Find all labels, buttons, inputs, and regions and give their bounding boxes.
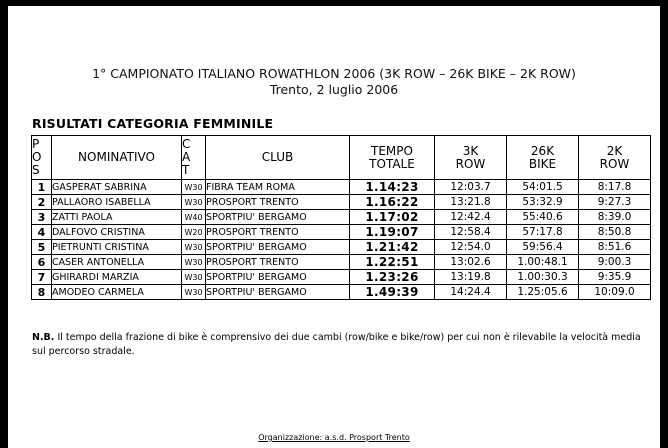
row-26k-bike: 53:32.9 xyxy=(507,195,579,210)
header-3k-row-line: ROW xyxy=(455,156,486,171)
table-row xyxy=(32,255,651,270)
row-tempo: 1.23:26 xyxy=(350,270,435,285)
header-26k-bike xyxy=(507,136,579,180)
row-name: DALFOVO CRISTINA xyxy=(52,225,182,240)
row-26k-bike: 1.00:48.1 xyxy=(507,255,579,270)
note-label: N.B. xyxy=(32,332,55,343)
row-pos: 1 xyxy=(32,180,52,195)
row-26k-bike: 1.00:30.3 xyxy=(507,270,579,285)
header-cat xyxy=(182,136,206,180)
row-tempo: 1.22:51 xyxy=(350,255,435,270)
header-3k-row-line: 3K xyxy=(462,143,479,158)
row-pos: 5 xyxy=(32,240,52,255)
note-text: Il tempo della frazione di bike è comprensivo dei due cambi (row/bike e bike/row) per cui non è rilevabile la velocità media sul percorso stradale. xyxy=(32,332,641,357)
row-club: PROSPORT TRENTO xyxy=(206,195,350,210)
header-tempo xyxy=(350,136,435,180)
row-pos: 6 xyxy=(32,255,52,270)
row-name: AMODEO CARMELA xyxy=(52,285,182,300)
header-row xyxy=(32,136,651,180)
header-name: NOMINATIVO xyxy=(52,136,182,180)
row-3k-row: 14:24.4 xyxy=(435,285,507,300)
footer-organizer: Organizzazione: a.s.d. Prosport Trento xyxy=(258,433,410,442)
row-tempo: 1.19:07 xyxy=(350,225,435,240)
row-club: FIBRA TEAM ROMA xyxy=(206,180,350,195)
row-name: PALLAORO ISABELLA xyxy=(52,195,182,210)
results-table xyxy=(31,135,651,300)
row-26k-bike: 1.25:05.6 xyxy=(507,285,579,300)
row-cat: W20 xyxy=(182,225,206,240)
header-cat-line: C xyxy=(182,137,191,151)
table-row xyxy=(32,195,651,210)
row-club: SPORTPIU' BERGAMO xyxy=(206,210,350,225)
header-cat-line: A xyxy=(182,150,191,164)
header-tempo-line: TOTALE xyxy=(369,156,415,171)
row-2k-row: 8:51.6 xyxy=(579,240,651,255)
header-pos-line: O xyxy=(32,150,42,164)
document-page xyxy=(8,6,660,448)
row-pos: 2 xyxy=(32,195,52,210)
header-26k-bike-line: BIKE xyxy=(528,156,557,171)
row-pos: 8 xyxy=(32,285,52,300)
header-2k-row-line: 2K xyxy=(606,143,623,158)
row-26k-bike: 55:40.6 xyxy=(507,210,579,225)
row-2k-row: 8:17.8 xyxy=(579,180,651,195)
row-cat: W30 xyxy=(182,270,206,285)
header-26k-bike-line: 26K xyxy=(530,143,555,158)
row-3k-row: 12:58.4 xyxy=(435,225,507,240)
row-2k-row: 9:27.3 xyxy=(579,195,651,210)
note xyxy=(32,331,642,359)
row-name: ZATTI PAOLA xyxy=(52,210,182,225)
row-26k-bike: 59:56.4 xyxy=(507,240,579,255)
row-26k-bike: 54:01.5 xyxy=(507,180,579,195)
table-row xyxy=(32,240,651,255)
row-3k-row: 12:54.0 xyxy=(435,240,507,255)
row-2k-row: 8:50.8 xyxy=(579,225,651,240)
header-club: CLUB xyxy=(206,136,350,180)
row-3k-row: 13:21.8 xyxy=(435,195,507,210)
header-pos-line: S xyxy=(32,163,40,177)
header-2k-row-line: ROW xyxy=(599,156,630,171)
row-2k-row: 9:00.3 xyxy=(579,255,651,270)
row-2k-row: 8:39.0 xyxy=(579,210,651,225)
row-tempo: 1.16:22 xyxy=(350,195,435,210)
header-pos-line: P xyxy=(32,137,40,151)
row-cat: W30 xyxy=(182,255,206,270)
row-name: PIETRUNTI CRISTINA xyxy=(52,240,182,255)
row-club: PROSPORT TRENTO xyxy=(206,255,350,270)
table-row xyxy=(32,285,651,300)
row-3k-row: 12:42.4 xyxy=(435,210,507,225)
row-club: SPORTPIU' BERGAMO xyxy=(206,270,350,285)
header-3k-row xyxy=(435,136,507,180)
row-tempo: 1.49:39 xyxy=(350,285,435,300)
table-row xyxy=(32,210,651,225)
row-tempo: 1.14:23 xyxy=(350,180,435,195)
row-2k-row: 10:09.0 xyxy=(579,285,651,300)
row-cat: W30 xyxy=(182,240,206,255)
section-title: RISULTATI CATEGORIA FEMMINILE xyxy=(32,116,274,131)
row-cat: W30 xyxy=(182,180,206,195)
row-tempo: 1.21:42 xyxy=(350,240,435,255)
row-3k-row: 13:02.6 xyxy=(435,255,507,270)
row-cat: W30 xyxy=(182,195,206,210)
row-club: SPORTPIU' BERGAMO xyxy=(206,285,350,300)
row-name: GHIRARDI MARZIA xyxy=(52,270,182,285)
row-3k-row: 12:03.7 xyxy=(435,180,507,195)
row-club: SPORTPIU' BERGAMO xyxy=(206,240,350,255)
page-title: 1° CAMPIONATO ITALIANO ROWATHLON 2006 (3K ROW – 26K BIKE – 2K ROW) xyxy=(92,66,576,81)
row-pos: 3 xyxy=(32,210,52,225)
row-name: CASER ANTONELLA xyxy=(52,255,182,270)
header-cat-line: T xyxy=(182,163,190,177)
row-tempo: 1.17:02 xyxy=(350,210,435,225)
row-cat: W30 xyxy=(182,285,206,300)
row-pos: 4 xyxy=(32,225,52,240)
table-row xyxy=(32,270,651,285)
header-tempo-line: TEMPO xyxy=(371,143,413,158)
row-name: GASPERAT SABRINA xyxy=(52,180,182,195)
table-row xyxy=(32,225,651,240)
row-cat: W40 xyxy=(182,210,206,225)
row-26k-bike: 57:17.8 xyxy=(507,225,579,240)
header-pos xyxy=(32,136,52,180)
page-subtitle: Trento, 2 luglio 2006 xyxy=(269,82,399,97)
header-2k-row xyxy=(579,136,651,180)
row-3k-row: 13:19.8 xyxy=(435,270,507,285)
row-2k-row: 9:35.9 xyxy=(579,270,651,285)
table-row xyxy=(32,180,651,195)
row-club: PROSPORT TRENTO xyxy=(206,225,350,240)
row-pos: 7 xyxy=(32,270,52,285)
